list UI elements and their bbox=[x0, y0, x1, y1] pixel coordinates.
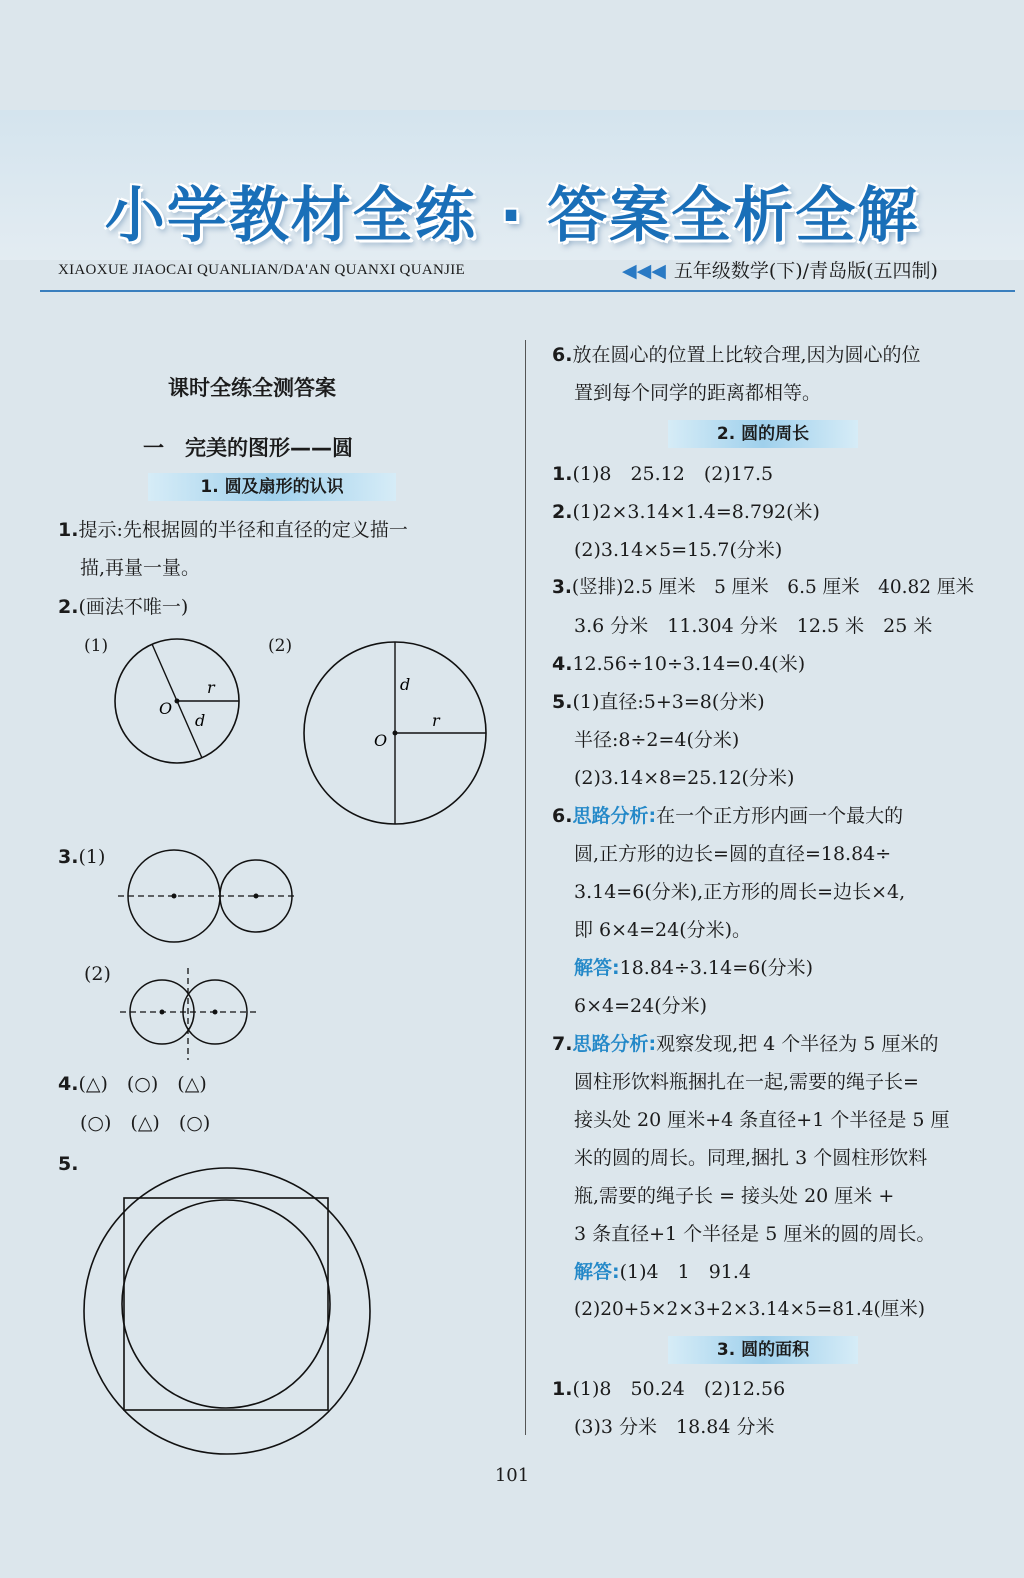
page-number: 101 bbox=[494, 1465, 530, 1486]
circumference-q7-answer: 解答:(1)4 1 91.4 bbox=[574, 1261, 752, 1283]
center-label: O bbox=[159, 699, 173, 718]
question-1: 1.提示:先根据圆的半径和直径的定义描一 bbox=[58, 519, 408, 541]
circumference-q6-answer-b: 6×4=24(分米) bbox=[574, 995, 708, 1017]
unit-heading: 一 完美的图形——圆 bbox=[143, 436, 353, 460]
question-4: 4.(△) (○) (△) bbox=[58, 1073, 207, 1095]
circumference-q6-d: 即 6×4=24(分米)。 bbox=[574, 919, 752, 941]
circumference-q2: 2.(1)2×3.14×1.4=8.792(米) bbox=[552, 501, 820, 523]
figure-2-label: (2) bbox=[268, 636, 293, 656]
subtitle-english: XIAOXUE JIAOCAI QUANLIAN/DA'AN QUANXI QUANJIE bbox=[58, 262, 465, 278]
center-label-2: O bbox=[374, 731, 388, 750]
circumference-q7-f: 3 条直径+1 个半径是 5 厘米的圆的周长。 bbox=[574, 1223, 936, 1245]
circumference-q7-b: 圆柱形饮料瓶捆扎在一起,需要的绳子长= bbox=[574, 1071, 919, 1093]
circumference-q7-d: 米的圆的周长。同理,捆扎 3 个圆柱形饮料 bbox=[574, 1147, 928, 1169]
circumference-q2-b: (2)3.14×5=15.7(分米) bbox=[574, 539, 783, 561]
intersecting-circles-figure bbox=[120, 968, 260, 1060]
figure-1-label: (1) bbox=[84, 636, 109, 656]
column-divider bbox=[525, 340, 526, 1435]
question-6: 6.放在圆心的位置上比较合理,因为圆心的位 bbox=[552, 344, 921, 366]
area-q1-b: (3)3 分米 18.84 分米 bbox=[574, 1416, 775, 1438]
circumference-q3: 3.(竖排)2.5 厘米 5 厘米 6.5 厘米 40.82 厘米 bbox=[552, 577, 974, 598]
question-3: 3.(1) bbox=[58, 846, 106, 868]
question-2: 2.(画法不唯一) bbox=[58, 596, 189, 618]
radius-label: r bbox=[207, 678, 215, 697]
circumference-q3-b: 3.6 分米 11.304 分米 12.5 米 25 米 bbox=[574, 615, 933, 637]
section-title-2: 2. 圆的周长 bbox=[668, 420, 858, 448]
radius-label-2: r bbox=[432, 711, 440, 730]
circumference-q5: 5.(1)直径:5+3=8(分米) bbox=[552, 691, 765, 713]
circumference-q4: 4.12.56÷10÷3.14=0.4(米) bbox=[552, 653, 806, 675]
question-6-cont: 置到每个同学的距离都相等。 bbox=[574, 382, 822, 404]
arrows-icon: ◀◀◀ bbox=[622, 260, 666, 282]
circumference-q7-answer-b: (2)20+5×2×3+2×3.14×5=81.4(厘米) bbox=[574, 1299, 925, 1320]
circumference-q5-c: (2)3.14×8=25.12(分米) bbox=[574, 767, 795, 789]
circumference-q6: 6.思路分析:在一个正方形内画一个最大的 bbox=[552, 805, 904, 827]
diameter-label-2: d bbox=[400, 675, 411, 694]
circle-figure-1 bbox=[112, 636, 242, 766]
answers-heading: 课时全练全测答案 bbox=[168, 376, 336, 400]
question-3-part-2: (2) bbox=[84, 963, 111, 985]
circumference-q7: 7.思路分析:观察发现,把 4 个半径为 5 厘米的 bbox=[552, 1033, 939, 1055]
area-q1: 1.(1)8 50.24 (2)12.56 bbox=[552, 1378, 786, 1400]
circumference-q6-b: 圆,正方形的边长=圆的直径=18.84÷ bbox=[574, 843, 892, 865]
book-info: 五年级数学(下)/青岛版(五四制) bbox=[673, 260, 938, 282]
circle-figure-2 bbox=[300, 638, 490, 828]
diameter-label: d bbox=[195, 711, 206, 730]
header-rule bbox=[40, 290, 1015, 292]
circumference-q1: 1.(1)8 25.12 (2)17.5 bbox=[552, 463, 774, 485]
circumference-q5-b: 半径:8÷2=4(分米) bbox=[574, 729, 740, 751]
section-title-1: 1. 圆及扇形的认识 bbox=[148, 473, 396, 501]
subtitle-chinese bbox=[622, 256, 938, 283]
section-title-3: 3. 圆的面积 bbox=[668, 1336, 858, 1364]
circumference-q6-answer: 解答:18.84÷3.14=6(分米) bbox=[574, 957, 814, 979]
tangent-circles-figure bbox=[118, 848, 288, 944]
page-title: 小学教材全练 · 答案全析全解 bbox=[104, 181, 920, 251]
circumference-q6-c: 3.14=6(分米),正方形的周长=边长×4, bbox=[574, 881, 906, 903]
question-5: 5. bbox=[58, 1153, 79, 1175]
circumference-q7-c: 接头处 20 厘米+4 条直径+1 个半径是 5 厘 bbox=[574, 1109, 950, 1131]
question-4-row-2: (○) (△) (○) bbox=[80, 1112, 211, 1134]
circumference-q7-e: 瓶,需要的绳子长 = 接头处 20 厘米 + bbox=[574, 1185, 895, 1207]
circle-square-circle-figure bbox=[82, 1166, 372, 1456]
question-1-cont: 描,再量一量。 bbox=[80, 557, 201, 579]
